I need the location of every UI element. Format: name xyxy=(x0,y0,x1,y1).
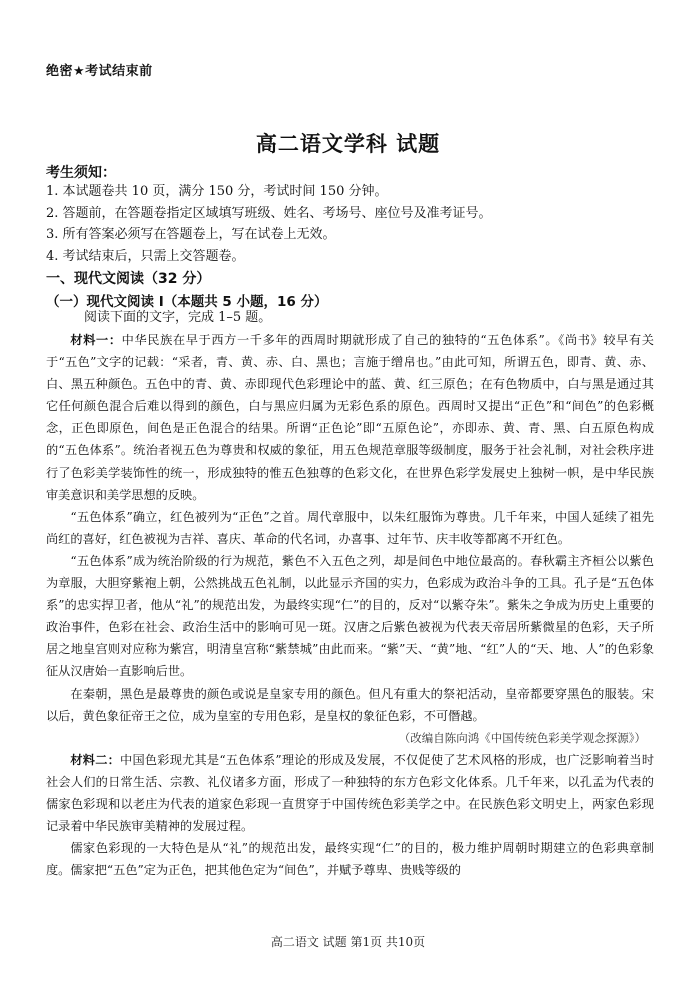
material1-paragraph: 在秦朝，黑色是最尊贵的颜色或说是皇家专用的颜色。但凡有重大的祭祀活动，皇帝都要穿黑色的服装。宋以后，黄色象征帝王之位，成为皇室的专用色彩，是皇权的象征色彩，不可僭越。 xyxy=(46,686,654,723)
notice-item: 4. 考试结束后，只需上交答题卷。 xyxy=(46,248,245,264)
notice-item: 3. 所有答案必须写在答题卷上，写在试卷上无效。 xyxy=(46,227,336,243)
notice-heading: 考生须知： xyxy=(46,165,116,181)
material1-paragraph: “五色体系”成为统治阶级的行为规范，紫色不入五色之列，却是间色中地位最高的。春秋霸主齐桓公以紫色为章服，大胆穿紫袍上朝，公然挑战五色礼制，以此显示齐国的实力，色彩成为政治斗争的工具。孔子是“五色体系”的忠实捍卫者，他从“礼”的规范出发，为最终实现“仁”的目的，反对“以紫夺朱”。紫朱之争成为历史上重要的政治事件，色彩在社会、政治生活中的影响可见一斑。汉唐之后紫色被视为代表天帝居所紫微星的色彩，天子所居之地皇宫则对应称为紫宫，明清皇宫称“紫禁城”由此而来。“紫”天、“黄”地、“红”人的“天、地、人”的色彩象征从汉唐始一直影响后世。 xyxy=(46,553,654,679)
notice-list xyxy=(46,181,654,267)
subsection-heading: （一）现代文阅读 I（本题共 5 小题，16 分） xyxy=(46,294,328,310)
reading-passage xyxy=(46,329,654,881)
page-footer: 高二语文 试题 第1页 共10页 xyxy=(270,935,426,949)
notice-item: 1. 本试题卷共 10 页，满分 150 分，考试时间 150 分钟。 xyxy=(46,184,388,199)
material2-paragraph: 材料二：中国色彩现尤其是“五色体系”理论的形成及发展，不仅促使了艺术风格的形成，也广泛影响着当时社会人们的日常生活、宗教、礼仪诸多方面，形成了一种独特的东方色彩文化体系。几千年来，以孔孟为代表的儒家色彩现和以老庄为代表的道家色彩现一直贯穿于中国传统色彩美学之中。在民族色彩文明史上，两家色彩现记录着中华民族审美精神的发展过程。 xyxy=(46,752,655,834)
reading-instruction: 阅读下面的文字，完成 1–5 题。 xyxy=(84,310,272,325)
confidential-label: 绝密★考试结束前 xyxy=(46,64,153,79)
material1-paragraph: “五色体系”确立，红色被列为“正色”之首。周代章服中，以朱红服饰为尊贵。几千年来，中国人延续了祖先尚红的喜好，红色被视为吉祥、喜庆、革命的代名词，办喜事、过年节、庆丰收等都离不开红色。 xyxy=(46,509,654,546)
material2-paragraph: 儒家色彩现的一大特色是从“礼”的规范出发，最终实现“仁”的目的，极力维护周朝时期建立的色彩典章制度。儒家把“五色”定为正色，把其他色定为“间色”，并赋予尊卑、贵贱等级的 xyxy=(46,841,654,878)
notice-item: 2. 答题前，在答题卷指定区域填写班级、姓名、考场号、座位号及准考证号。 xyxy=(46,205,492,221)
material1-label: 材料一： xyxy=(70,333,122,347)
material1-paragraph: 材料一：中华民族在早于西方一千多年的西周时期就形成了自己的独特的“五色体系”。《尚书》较早有关于“五色”文字的记载：“采者，青、黄、赤、白、黑也；言施于缯帛也。”由此可知，所谓五色，即青、黄、赤、白、黑五种颜色。五色中的青、黄、赤即现代色彩理论中的蓝、黄、红三原色；在有色物质中，白与黑是通过其它任何颜色混合后难以得到的颜色，白与黑应归属为无彩色系的原色。西周时又提出“正色”和“间色”的色彩概念，正色即原色，间色是正色混合的结果。所谓“正色论”即“五原色论”，亦即赤、黄、青、黑、白五原色构成的“五色体系”。统治者视五色为尊贵和权威的象征，用五色规范章服等级制度，服务于社会礼制，对社会秩序进行了色彩美学装饰性的统一，形成独特的惟五色独尊的色彩文化，在世界色彩学发展史上独树一帜，是中华民族审美意识和美学思想的反映。 xyxy=(46,333,654,502)
page-title: 高二语文学科 试题 xyxy=(255,132,441,156)
material2-label: 材料二： xyxy=(70,752,121,767)
material1-source: （改编自陈向鸿《中国传统色彩美学观念探源》） xyxy=(398,730,646,745)
section-heading: 一、现代文阅读（32 分） xyxy=(46,271,211,287)
